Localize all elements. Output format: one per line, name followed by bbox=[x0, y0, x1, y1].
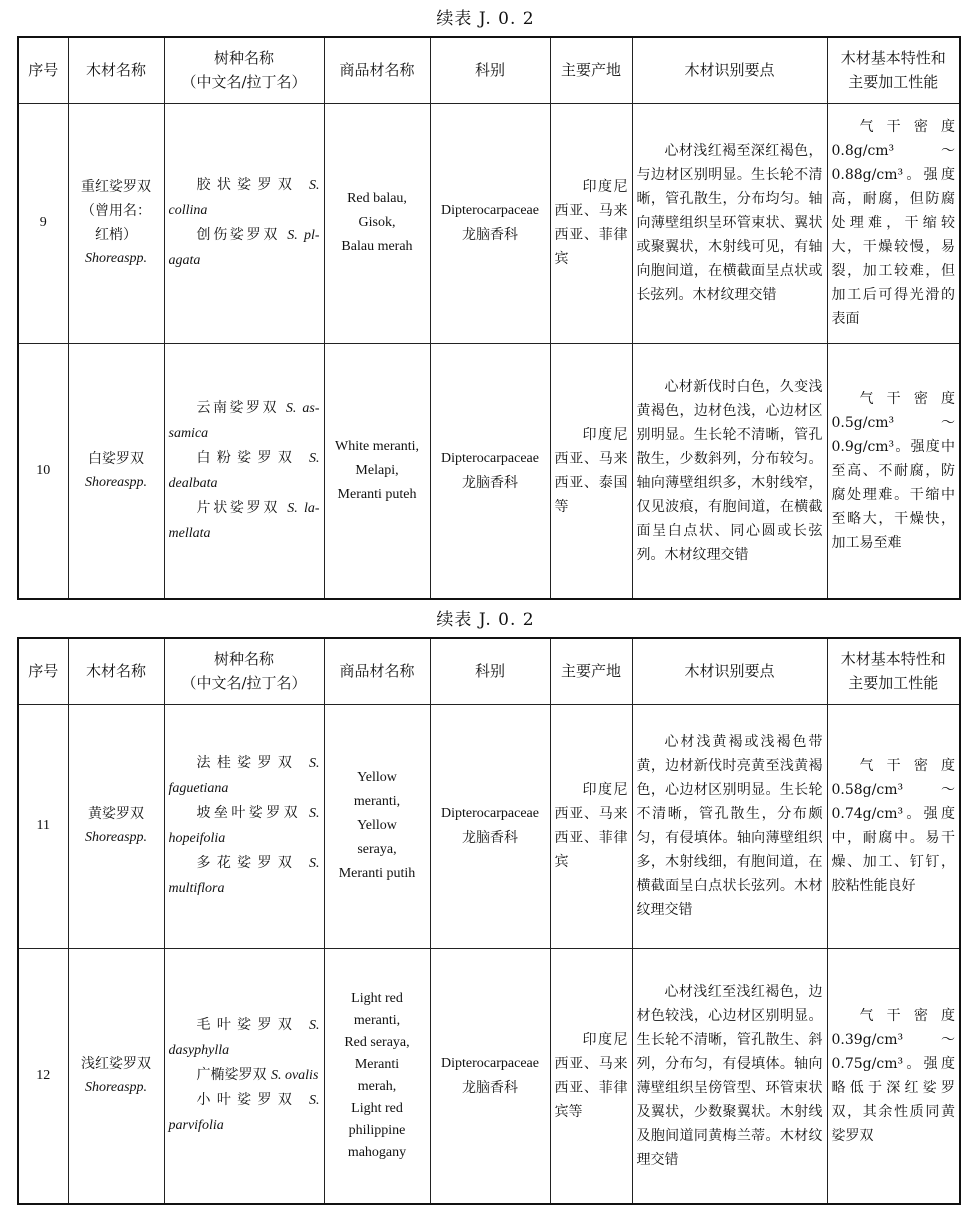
row-species: 毛叶娑罗双 S. dasyphylla 广椭娑罗双 S. ovalis 小叶娑罗双 S. parvifolia bbox=[164, 948, 324, 1204]
header-row bbox=[18, 638, 960, 704]
header-ident: 木材识别要点 bbox=[632, 638, 827, 704]
header-origin: 主要产地 bbox=[550, 638, 632, 704]
row-no: 10 bbox=[18, 343, 68, 599]
row-props: 气干密度 0.5g/cm³ ～ 0.9g/cm³。强度中至高、不耐腐，防腐处理难。干缩中至略大，干燥快，加工易至难 bbox=[827, 343, 960, 599]
row-species: 胶状娑罗双 S. collina 创伤娑罗双 S. pl-agata bbox=[164, 103, 324, 343]
header-family: 科别 bbox=[430, 638, 550, 704]
row-ident: 心材浅黄褐或浅褐色带黄，边材新伐时亮黄至浅黄褐色，心边材区别明显。生长轮不清晰，管孔散生，分布颇匀，有侵填体。轴向薄壁组织多，木射线细，有胞间道，在横截面呈白点状长弦列。木材纹理交错 bbox=[632, 704, 827, 948]
row-wood-name: 白娑罗双 Shoreaspp. bbox=[68, 343, 164, 599]
row-family: Dipterocarpaceae 龙脑香科 bbox=[430, 948, 550, 1204]
row-origin: 印度尼西亚、马来西亚、泰国等 bbox=[550, 343, 632, 599]
header-ident: 木材识别要点 bbox=[632, 37, 827, 103]
row-ident: 心材新伐时白色，久变浅黄褐色，边材色浅，心边材区别明显。生长轮不清晰，管孔散生，少数斜列，分布较匀。轴向薄壁组织多，木射线窄，仅见波痕，有胞间道，在横截面呈白点状、同心圆或长弦列。木材纹理交错 bbox=[632, 343, 827, 599]
header-species: 树种名称 （中文名/拉丁名） bbox=[164, 638, 324, 704]
row-trade-name: Light red meranti, Red seraya, Meranti merah, Light red philippine mahogany bbox=[324, 948, 430, 1204]
table-row bbox=[18, 948, 960, 1204]
row-origin: 印度尼西亚、马来西亚、菲律宾等 bbox=[550, 948, 632, 1204]
header-no: 序号 bbox=[18, 638, 68, 704]
row-family: Dipterocarpaceae 龙脑香科 bbox=[430, 343, 550, 599]
row-family: Dipterocarpaceae 龙脑香科 bbox=[430, 103, 550, 343]
row-ident: 心材浅红褐至深红褐色，与边材区别明显。生长轮不清晰，管孔散生，分布均匀。轴向薄壁组织呈环管束状、翼状或聚翼状，木射线可见，有轴向胞间道，在横截面呈点状或长弦列。木材纹理交错 bbox=[632, 103, 827, 343]
row-trade-name: Yellow meranti, Yellow seraya, Meranti putih bbox=[324, 704, 430, 948]
table-row bbox=[18, 704, 960, 948]
header-props: 木材基本特性和 主要加工性能 bbox=[827, 638, 960, 704]
row-species: 云南娑罗双 S. as-samica 白粉娑罗双 S. dealbata 片状娑罗双 S. la-mellata bbox=[164, 343, 324, 599]
row-origin: 印度尼西亚、马来西亚、菲律宾 bbox=[550, 103, 632, 343]
wood-spec-table-1 bbox=[17, 36, 961, 600]
row-wood-name: 黄娑罗双 Shoreaspp. bbox=[68, 704, 164, 948]
header-origin: 主要产地 bbox=[550, 37, 632, 103]
table-caption-1: 续表 J. 0. 2 bbox=[436, 9, 535, 29]
row-ident: 心材浅红至浅红褐色，边材色较浅，心边材区别明显。生长轮不清晰，管孔散生、斜列，分布匀，有侵填体。轴向薄壁组织呈傍管型、环管束状及翼状，少数聚翼状。木射线及胞间道同黄梅兰蒂。木材纹理交错 bbox=[632, 948, 827, 1204]
header-species: 树种名称 （中文名/拉丁名） bbox=[164, 37, 324, 103]
row-trade-name: Red balau, Gisok, Balau merah bbox=[324, 103, 430, 343]
header-props: 木材基本特性和 主要加工性能 bbox=[827, 37, 960, 103]
header-family: 科别 bbox=[430, 37, 550, 103]
header-trade-name: 商品材名称 bbox=[324, 37, 430, 103]
table-row bbox=[18, 343, 960, 599]
row-trade-name: White meranti, Melapi, Meranti puteh bbox=[324, 343, 430, 599]
table-row bbox=[18, 103, 960, 343]
row-wood-name: 浅红娑罗双 Shoreaspp. bbox=[68, 948, 164, 1204]
row-wood-name: 重红娑罗双 （曾用名： 红梢） Shoreaspp. bbox=[68, 103, 164, 343]
row-no: 12 bbox=[18, 948, 68, 1204]
header-wood-name: 木材名称 bbox=[68, 37, 164, 103]
row-family: Dipterocarpaceae 龙脑香科 bbox=[430, 704, 550, 948]
header-trade-name: 商品材名称 bbox=[324, 638, 430, 704]
table-caption-2: 续表 J. 0. 2 bbox=[436, 610, 535, 630]
row-no: 11 bbox=[18, 704, 68, 948]
row-origin: 印度尼西亚、马来西亚、菲律宾 bbox=[550, 704, 632, 948]
row-props: 气干密度 0.58g/cm³ ～ 0.74g/cm³。强度中，耐腐中。易干燥、加工、钉钉，胶粘性能良好 bbox=[827, 704, 960, 948]
wood-spec-table-2 bbox=[17, 637, 961, 1205]
header-wood-name: 木材名称 bbox=[68, 638, 164, 704]
row-no: 9 bbox=[18, 103, 68, 343]
header-no: 序号 bbox=[18, 37, 68, 103]
row-species: 法桂娑罗双 S. faguetiana 坡垒叶娑罗双 S. hopeifolia 多花娑罗双 S. multiflora bbox=[164, 704, 324, 948]
header-row bbox=[18, 37, 960, 103]
row-props: 气干密度 0.8g/cm³ ～ 0.88g/cm³。强度高，耐腐，但防腐处理难，干缩较大，干燥较慢，易裂，加工较难，但加工后可得光滑的表面 bbox=[827, 103, 960, 343]
row-props: 气干密度 0.39g/cm³ ～ 0.75g/cm³。强度略低于深红娑罗双，其余性质同黄娑罗双 bbox=[827, 948, 960, 1204]
